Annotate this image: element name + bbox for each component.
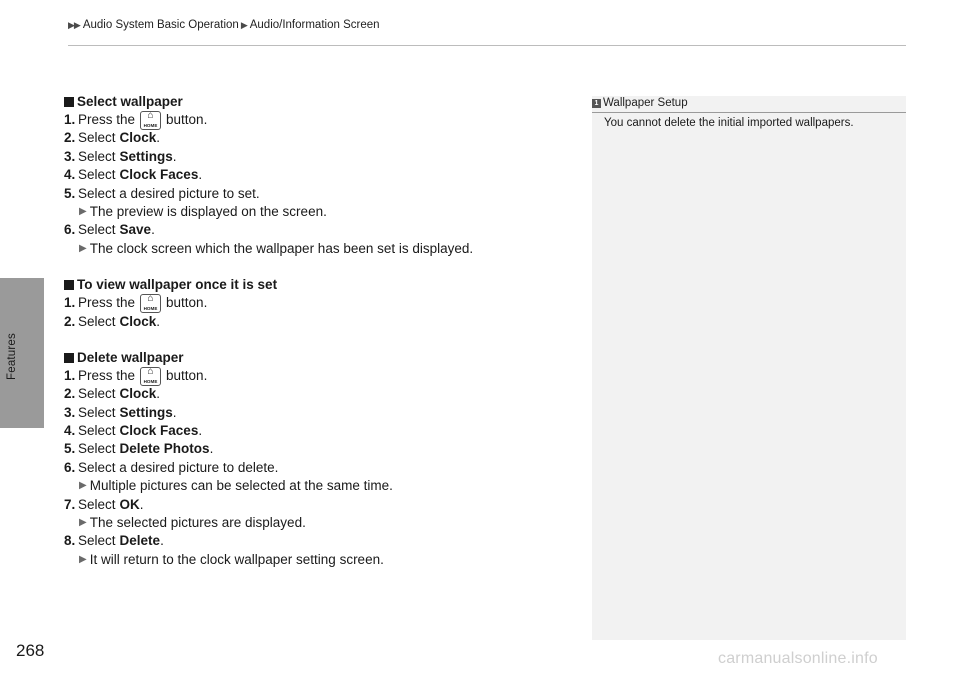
- step-item: 5. Select Delete Photos .: [64, 441, 214, 457]
- chapter-side-label: Features: [6, 333, 18, 380]
- step-item: 5. Select a desired picture to set.: [64, 185, 260, 201]
- step-item: 8. Select Delete .: [64, 533, 164, 549]
- section-square-icon: [64, 97, 74, 107]
- note-text: You cannot delete the initial imported wallpapers.: [604, 117, 854, 129]
- watermark: carmanualsonline.info: [718, 650, 878, 667]
- step-item: 2. Select Clock .: [64, 313, 161, 329]
- step-item: 7. Select OK .: [64, 496, 144, 512]
- step-item: 4. Select Clock Faces .: [64, 167, 203, 183]
- step-item: 2. Select Clock .: [64, 130, 161, 146]
- step-item: 4. Select Clock Faces .: [64, 423, 203, 439]
- sub-step-item: ▶ It will return to the clock wallpaper setting screen.: [79, 551, 575, 569]
- step-item: 2. Select Clock .: [64, 386, 161, 402]
- sub-step-item: ▶ Multiple pictures can be selected at the same time.: [79, 477, 575, 495]
- sub-step-item: ▶ The preview is displayed on the screen.: [79, 203, 575, 221]
- step-item: 1. Press the ⌂ HOME button.: [64, 292, 208, 311]
- sub-step-item: ▶ The selected pictures are displayed.: [79, 514, 575, 532]
- main-content: [64, 93, 575, 569]
- step-item: 1. Press the ⌂ HOME button.: [64, 365, 208, 384]
- result-arrow-icon: ▶: [79, 205, 87, 217]
- note-divider: [592, 112, 906, 113]
- breadcrumb-separator-icon: ▶: [240, 19, 248, 30]
- page-number: 268: [16, 641, 45, 660]
- breadcrumb-item-audio-info-screen[interactable]: Audio/Information Screen: [249, 19, 380, 31]
- home-button-icon: ⌂ HOME: [140, 367, 161, 386]
- breadcrumb-arrow-icon: ▶▶: [68, 19, 80, 30]
- result-arrow-icon: ▶: [79, 242, 87, 254]
- step-item: 3. Select Settings .: [64, 404, 177, 420]
- sub-step-item: ▶ The clock screen which the wallpaper has been set is displayed.: [79, 240, 575, 258]
- breadcrumb: [68, 19, 380, 31]
- note-number-icon: 1: [592, 99, 601, 108]
- section-heading-view-wallpaper: To view wallpaper once it is set: [64, 276, 575, 294]
- header-divider: [68, 45, 906, 46]
- step-item: 1. Press the ⌂ HOME button.: [64, 109, 208, 128]
- section-heading-delete-wallpaper: Delete wallpaper: [64, 349, 575, 367]
- note-title: 1 Wallpaper Setup: [592, 97, 688, 109]
- home-button-icon: ⌂ HOME: [140, 111, 161, 130]
- step-item: 6. Select a desired picture to delete.: [64, 459, 279, 475]
- result-arrow-icon: ▶: [79, 517, 87, 529]
- breadcrumb-item-audio-system[interactable]: Audio System Basic Operation: [82, 19, 239, 31]
- step-item: 3. Select Settings .: [64, 148, 177, 164]
- step-item: 6. Select Save .: [64, 222, 155, 238]
- section-square-icon: [64, 353, 74, 363]
- result-arrow-icon: ▶: [79, 553, 87, 565]
- note-panel: [592, 96, 906, 640]
- home-button-icon: ⌂ HOME: [140, 294, 161, 313]
- result-arrow-icon: ▶: [79, 480, 87, 492]
- section-heading-select-wallpaper: Select wallpaper: [64, 93, 575, 111]
- section-square-icon: [64, 280, 74, 290]
